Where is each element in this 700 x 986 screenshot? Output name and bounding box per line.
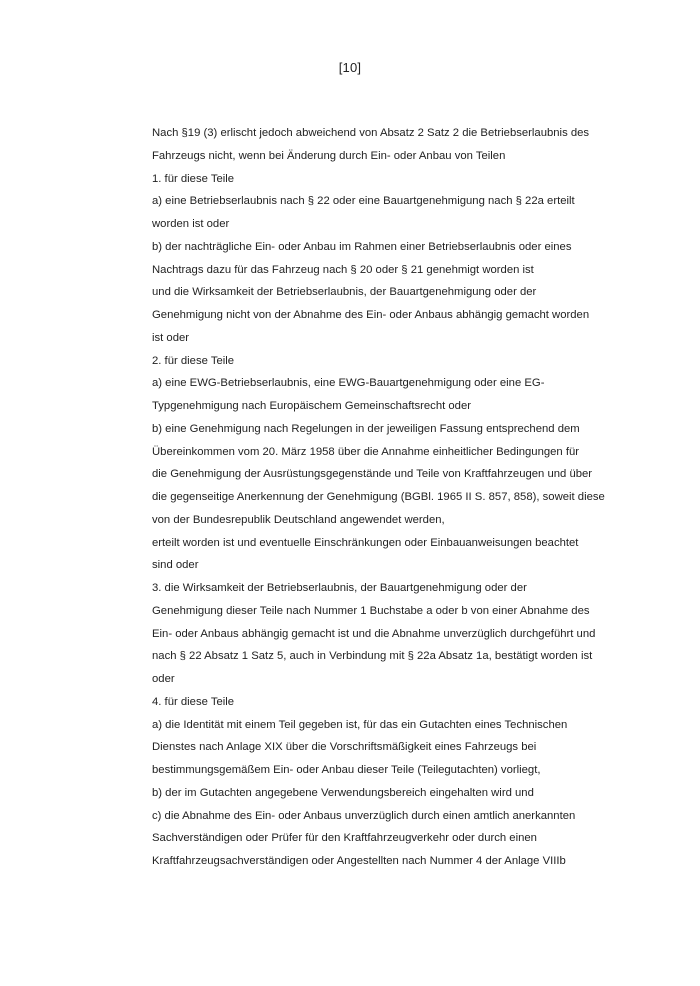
text-line: von der Bundesrepublik Deutschland angewendet werden, — [152, 513, 445, 526]
text-line: b) eine Genehmigung nach Regelungen in der jeweiligen Fassung entsprechend dem — [152, 422, 580, 435]
text-line: nach § 22 Absatz 1 Satz 5, auch in Verbindung mit § 22a Absatz 1a, bestätigt worden ist — [152, 650, 593, 663]
text-line: worden ist oder — [152, 218, 230, 230]
text-line: Übereinkommen vom 20. März 1958 über die Annahme einheitlicher Bedingungen für — [152, 445, 580, 458]
text-line: Fahrzeugs nicht, wenn bei Änderung durch Ein- oder Anbau von Teilen — [152, 149, 506, 162]
text-line: Typgenehmigung nach Europäischem Gemeinschaftsrecht oder — [152, 400, 472, 412]
text-line: a) eine Betriebserlaubnis nach § 22 oder eine Bauartgenehmigung nach § 22a erteilt — [152, 195, 575, 208]
text-line: Ein- oder Anbaus abhängig gemacht ist und die Abnahme unverzüglich durchgeführt und — [152, 627, 596, 640]
text-line: erteilt worden ist und eventuelle Einschränkungen oder Einbauanweisungen beachtet — [152, 536, 579, 549]
text-line: b) der im Gutachten angegebene Verwendungsbereich eingehalten wird und — [152, 786, 534, 799]
document-body — [152, 122, 612, 873]
text-line: die Genehmigung der Ausrüstungsgegenstände und Teile von Kraftfahrzeugen und über — [152, 468, 593, 481]
text-line: b) der nachträgliche Ein- oder Anbau im Rahmen einer Betriebserlaubnis oder eines — [152, 240, 572, 253]
text-line: 3. die Wirksamkeit der Betriebserlaubnis, der Bauartgenehmigung oder der — [152, 582, 527, 594]
text-line: 4. für diese Teile — [152, 695, 235, 708]
text-line: a) die Identität mit einem Teil gegeben ist, für das ein Gutachten eines Technischen — [152, 718, 568, 731]
text-line: sind oder — [152, 559, 199, 572]
text-line: Sachverständigen oder Prüfer für den Kraftfahrzeugverkehr oder durch einen — [152, 832, 537, 845]
page-number: [10] — [338, 60, 362, 75]
text-line: Nach §19 (3) erlischt jedoch abweichend von Absatz 2 Satz 2 die Betriebserlaubnis des — [152, 127, 590, 139]
text-line: ist oder — [152, 331, 190, 344]
text-line: bestimmungsgemäßem Ein- oder Anbau dieser Teile (Teilegutachten) vorliegt, — [152, 764, 541, 776]
text-line: 2. für diese Teile — [152, 354, 235, 367]
text-line: oder — [152, 673, 175, 685]
text-line: Nachtrags dazu für das Fahrzeug nach § 20 oder § 21 genehmigt worden ist — [152, 263, 534, 276]
text-line: a) eine EWG-Betriebserlaubnis, eine EWG-Bauartgenehmigung oder eine EG- — [152, 377, 545, 390]
text-line: Genehmigung nicht von der Abnahme des Ein- oder Anbaus abhängig gemacht worden — [152, 309, 590, 321]
text-line: Kraftfahrzeugsachverständigen oder Angestellten nach Nummer 4 der Anlage VIIIb — [152, 855, 566, 867]
text-line: und die Wirksamkeit der Betriebserlaubnis, der Bauartgenehmigung oder der — [152, 286, 537, 299]
text-line: die gegenseitige Anerkennung der Genehmigung (BGBl. 1965 II S. 857, 858), soweit diese — [152, 491, 605, 503]
text-line: Dienstes nach Anlage XIX über die Vorschriftsmäßigkeit eines Fahrzeugs bei — [152, 741, 537, 754]
text-line: Genehmigung dieser Teile nach Nummer 1 Buchstabe a oder b von einer Abnahme des — [152, 604, 590, 617]
text-line: c) die Abnahme des Ein- oder Anbaus unverzüglich durch einen amtlich anerkannten — [152, 809, 576, 822]
text-line: 1. für diese Teile — [152, 172, 235, 185]
